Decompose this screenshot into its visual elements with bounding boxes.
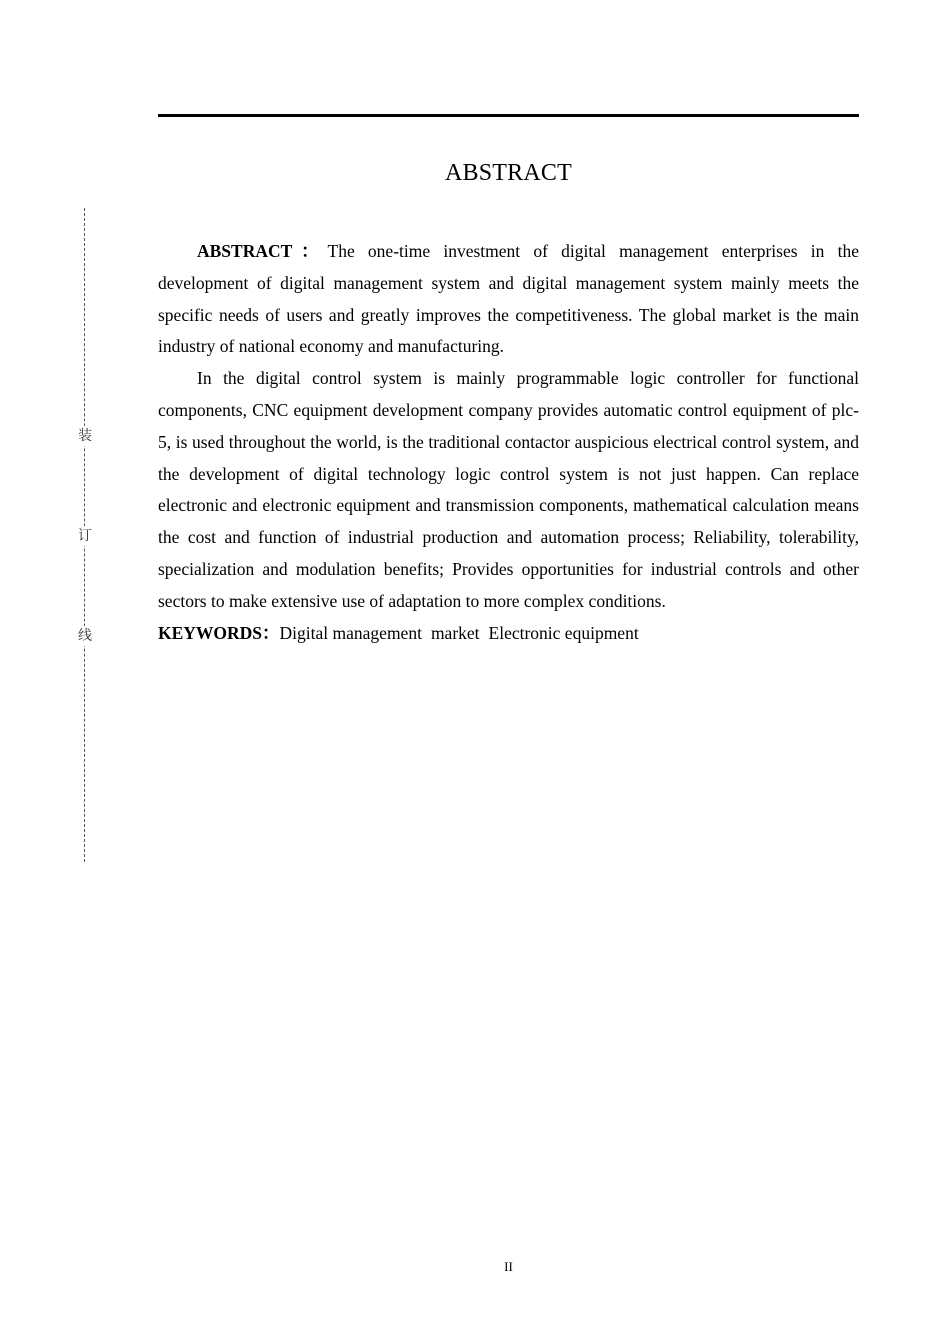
binding-char-zhuang: 装 <box>78 428 92 444</box>
abstract-label: ABSTRACT： <box>197 241 328 261</box>
abstract-body <box>158 236 859 649</box>
binding-char-ding: 订 <box>78 528 92 544</box>
keywords-line <box>158 618 859 650</box>
binding-char-xian: 线 <box>78 628 92 644</box>
keyword-item: Electronic equipment <box>488 622 639 643</box>
page-number: II <box>504 1259 513 1274</box>
abstract-paragraph-1-text: The one-time investment of digital management enterprises in the development of digital management system and digital management system mainly meets the specific needs of users and greatly improves the competitiveness. The global market is the main industry of national economy and manufacturing. <box>158 241 859 357</box>
keywords-label: KEYWORDS： <box>158 622 280 643</box>
keyword-item: market <box>430 622 480 643</box>
abstract-paragraph-2: In the digital control system is mainly programmable logic controller for functional components, CNC equipment development company provides automatic control equipment of plc-5, is used throughout the world, is the traditional contactor auspicious electrical control system, and the development of digital technology logic control system is not just happen. Can replace electronic and electronic equipment and transmission components, mathematical calculation means the cost and function of industrial production and automation process; Reliability, tolerability, specialization and modulation benefits; Provides opportunities for industrial controls and other sectors to make extensive use of adaptation to more complex conditions. <box>158 368 859 611</box>
abstract-paragraph-1 <box>158 236 859 363</box>
page-title: ABSTRACT <box>445 160 572 186</box>
header-rule <box>158 114 859 117</box>
keyword-item: Digital management <box>279 622 422 643</box>
